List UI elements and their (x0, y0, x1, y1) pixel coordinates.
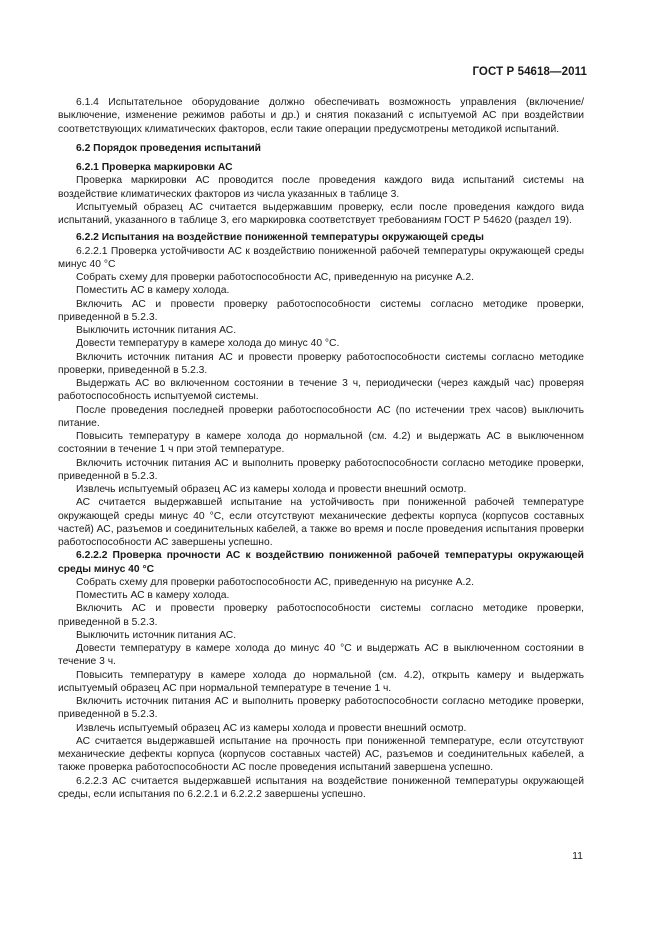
paragraph-6-1-4: 6.1.4 Испытательное оборудование должно обеспечивать возможность управления (включение/выключение, изменение режимов работы и др.) и снятия показаний с испытуемой АС при воздействии соответствующих климатических факторов, если такие операции предусмотрены методикой испытаний. (58, 97, 584, 135)
paragraph: Повысить температуру в камере холода до нормальной (см. 4.2) и выдержать АС в выключенном состоянии в течение 1 ч при этой температуре. (58, 431, 584, 456)
paragraph: Выключить источник питания АС. (76, 629, 237, 641)
subsection-heading-6-2-2: 6.2.2 Испытания на воздействие пониженной температуры окружающей среды (76, 232, 484, 244)
paragraph-6-2-2-1: 6.2.2.1 Проверка устойчивости АС к воздействию пониженной рабочей температуры окружающей среды минус 40 °С (58, 245, 584, 270)
paragraph: Включить источник питания АС и провести проверку работоспособности системы согласно методике проверки, приведенной в 5.2.3. (58, 351, 584, 376)
paragraph: Включить источник питания АС и выполнить проверку работоспособности согласно методике проверки, приведенной в 5.2.3. (58, 457, 584, 482)
paragraph: Довести температуру в камере холода до минус 40 °С и выдержать АС в выключенном состоянии в течение 3 ч. (58, 643, 584, 668)
paragraph: Довести температуру в камере холода до минус 40 °С. (76, 338, 340, 350)
paragraph: Включить АС и провести проверку работоспособности системы согласно методике проверки, приведенной в 5.2.3. (58, 603, 584, 628)
paragraph: АС считается выдержавшей испытание на устойчивость при пониженной рабочей температуре окружающей среды минус 40 °С, если отсутствуют механические дефекты корпуса (корпусов составных частей) АС, разъемов и соединительных кабелей, а также во время и после проведения испытания проверки работоспособности АС завершены успешно. (58, 497, 584, 548)
paragraph: Поместить АС в камеру холода. (76, 590, 230, 601)
section-heading-6-2: 6.2 Порядок проведения испытаний (76, 142, 261, 154)
paragraph: Выдержать АС во включенном состоянии в течение 3 ч, периодически (через каждый час) проверяя работоспособность испытуемой системы. (58, 378, 584, 403)
paragraph: Поместить АС в камеру холода. (76, 285, 230, 297)
paragraph: Собрать схему для проверки работоспособности АС, приведенную на рисунке А.2. (76, 272, 474, 283)
paragraph: Извлечь испытуемый образец АС из камеры холода и провести внешний осмотр. (76, 722, 467, 734)
document-header: ГОСТ Р 54618—2011 (472, 66, 587, 78)
paragraph: Выключить источник питания АС. (76, 325, 237, 336)
subsection-heading-6-2-1: 6.2.1 Проверка маркировки АС (76, 162, 233, 173)
paragraph: Проверка маркировки АС проводится после проведения каждого вида испытаний системы на воздействие климатических факторов из числа указанных в таблице 3. (58, 175, 584, 200)
paragraph: Извлечь испытуемый образец АС из камеры холода и провести внешний осмотр. (76, 484, 467, 495)
paragraph: Испытуемый образец АС считается выдержавшим проверку, если после проведения каждого вида испытаний, указанного в таблице 3, его маркировка соответствует требованиям ГОСТ Р 54620 (раздел 19). (58, 201, 584, 226)
paragraph: АС считается выдержавшей испытание на прочность при пониженной температуре, если отсутствуют механические дефекты корпуса (корпусов составных частей) АС, разъемов и соединительных кабелей, а также проверка работоспособности АС после проведения испытаний завершена успешно. (58, 735, 584, 774)
paragraph: Повысить температуру в камере холода до нормальной (см. 4.2), открыть камеру и выдержать испытуемый образец АС при нормальной температуре в течение 1 ч. (58, 669, 584, 694)
paragraph: Собрать схему для проверки работоспособности АС, приведенную на рисунке А.2. (76, 576, 474, 588)
document-body (58, 96, 584, 801)
page-number: 11 (572, 850, 583, 862)
paragraph-6-2-2-3: 6.2.2.3 АС считается выдержавшей испытания на воздействие пониженной температуры окружающей среды, если испытания по 6.2.2.1 и 6.2.2.2 завершены успешно. (58, 775, 584, 800)
paragraph: Включить АС и провести проверку работоспособности системы согласно методике проверки, приведенной в 5.2.3. (58, 298, 584, 323)
subsection-heading-6-2-2-2: 6.2.2.2 Проверка прочности АС к воздействию пониженной рабочей температуры окружающей среды минус 40 °С (58, 550, 584, 575)
paragraph: Включить источник питания АС и выполнить проверку работоспособности согласно методике проверки, приведенной в 5.2.3. (58, 696, 584, 721)
paragraph: После проведения последней проверки работоспособности АС (по истечении трех часов) выключить питание. (58, 404, 584, 429)
